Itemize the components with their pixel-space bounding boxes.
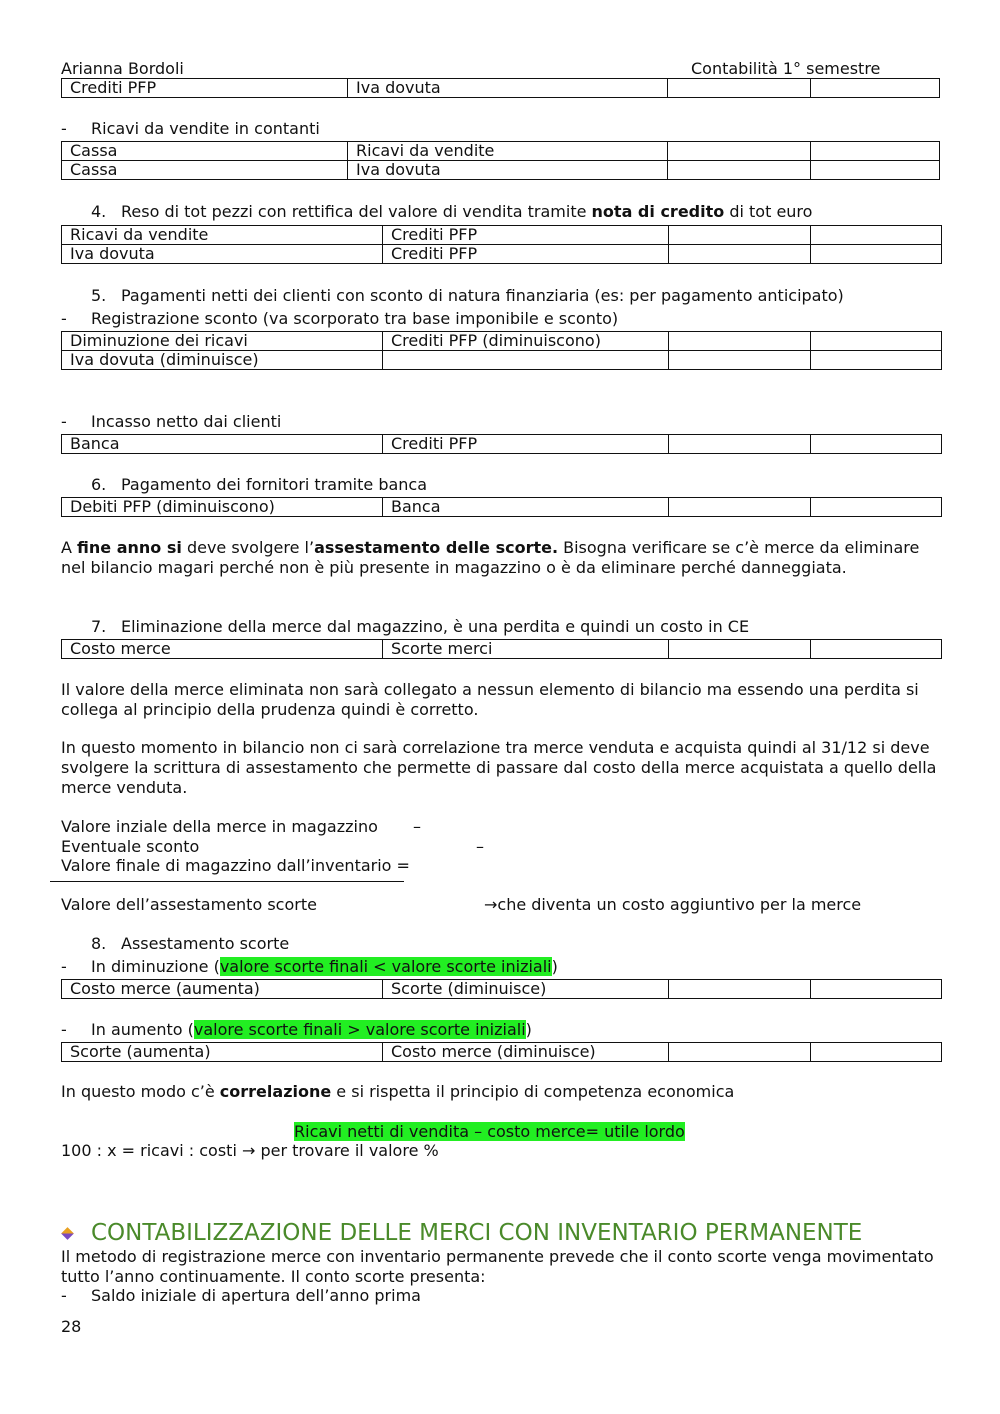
credit-cell: Banca [383,498,669,517]
list-item-text: Saldo iniziale di apertura dell’anno prima [91,1286,421,1305]
section-heading [61,1219,862,1247]
calc-note: →che diventa un costo aggiuntivo per la merce [484,895,862,914]
credit-cell: Scorte (diminuisce) [383,980,669,999]
item-number: 6. [91,475,107,494]
item-number: 4. [91,202,107,221]
debit-cell: Costo merce (aumenta) [62,980,383,999]
dash-marker: - [61,957,67,976]
credit-cell: Iva dovuta [348,161,668,180]
table-row [62,142,940,161]
journal-table [61,141,940,180]
journal-table [61,78,940,98]
debit-amount-cell [668,79,811,98]
paragraph [61,538,941,578]
credit-cell: Scorte merci [383,640,669,659]
list-item-text: Registrazione sconto (va scorporato tra base imponibile e sconto) [91,309,619,328]
paragraph-text-bold: fine anno si [77,538,182,557]
debit-amount-cell [669,435,811,454]
paragraph-text: In questo modo c’è [61,1082,220,1101]
bullet-icon [61,1227,75,1241]
credit-cell: Crediti PFP [383,435,669,454]
debit-amount-cell [669,1043,811,1062]
list-item-text: In aumento ( [91,1020,194,1039]
dash-marker: - [61,412,67,431]
highlighted-text: valore scorte finali > valore scorte iniziali [193,1020,526,1039]
credit-cell: Ricavi da vendite [348,142,668,161]
debit-cell: Cassa [62,161,348,180]
credit-amount-cell [811,142,940,161]
numbered-item [91,202,812,222]
calc-line-initial: Valore inziale della merce in magazzino [61,817,378,836]
paragraph-text: Bisogna verificare se c’è merce da eliminare nel bilancio magari perché non è più presente in magazzino o è da eliminare perché danneggiata. [61,538,920,577]
highlighted-text: Ricavi netti di vendita – costo merce= utile lordo [294,1122,685,1141]
calc-operator: – [413,817,421,836]
journal-table [61,225,942,264]
journal-table [61,434,942,454]
debit-cell: Banca [62,435,383,454]
item-text: Reso di tot pezzi con rettifica del valore di vendita tramite [121,202,592,221]
credit-cell: Crediti PFP [383,245,669,264]
list-item-text: ) [525,1020,532,1039]
list-item [61,1286,421,1306]
credit-amount-cell [811,498,942,517]
debit-cell: Diminuzione dei ricavi [62,332,383,351]
item-number: 8. [91,934,107,953]
item-text: Assestamento scorte [121,934,290,953]
paragraph: In questo momento in bilancio non ci sarà correlazione tra merce venduta e acquista quindi al 31/12 si deve svolgere la scrittura di assestamento che permette di passare dal costo della merce acquistata a quello della merce venduta. [61,738,937,797]
debit-amount-cell [668,161,811,180]
paragraph: Il metodo di registrazione merce con inventario permanente prevede che il conto scorte venga movimentato tutto l’anno continuamente. Il conto scorte presenta: [61,1247,934,1286]
table-row [62,351,942,370]
credit-amount-cell [811,161,940,180]
calc-line-discount: Eventuale sconto [61,837,200,856]
dash-marker: - [61,1286,67,1305]
paragraph-text-bold: correlazione [219,1082,332,1101]
debit-amount-cell [669,980,811,999]
header-course: Contabilità 1° semestre [691,59,881,78]
list-item-text: In diminuzione ( [91,957,220,976]
table-row [62,640,942,659]
debit-amount-cell [669,332,811,351]
journal-table [61,1042,942,1062]
credit-cell: Crediti PFP (diminuiscono) [383,332,669,351]
item-text: Eliminazione della merce dal magazzino, è una perdita e quindi un costo in CE [121,617,750,636]
item-text: di tot euro [724,202,813,221]
item-text: Pagamento dei fornitori tramite banca [121,475,428,494]
highlighted-text: valore scorte finali < valore scorte iniziali [219,957,552,976]
calc-line-final: Valore finale di magazzino dall’inventario = [61,856,410,875]
journal-table [61,331,942,370]
debit-amount-cell [669,245,811,264]
debit-amount-cell [669,351,811,370]
debit-cell: Costo merce [62,640,383,659]
list-item [61,1020,532,1040]
page-number: 28 [61,1317,82,1336]
proportion: 100 : x = ricavi : costi → per trovare il valore % [61,1141,439,1160]
credit-cell: Crediti PFP [383,226,669,245]
credit-amount-cell [811,980,942,999]
list-item [61,957,558,977]
item-number: 5. [91,286,107,305]
journal-table [61,497,942,517]
paragraph-text: deve svolgere l’ [181,538,315,557]
paragraph-text: e si rispetta il principio di competenza economica [331,1082,735,1101]
list-item [61,119,320,139]
debit-cell: Iva dovuta [62,245,383,264]
table-row [62,498,942,517]
list-item [61,309,618,329]
credit-amount-cell [811,226,942,245]
calc-line-result: Valore dell’assestamento scorte [61,895,317,914]
debit-amount-cell [669,498,811,517]
paragraph-text: A [61,538,78,557]
debit-amount-cell [668,142,811,161]
list-item-text: ) [551,957,558,976]
credit-cell: Iva dovuta [348,79,668,98]
dash-marker: - [61,1020,67,1039]
dash-marker: - [61,119,67,138]
table-row [62,226,942,245]
credit-amount-cell [811,351,942,370]
journal-table [61,979,942,999]
debit-cell: Crediti PFP [62,79,348,98]
dash-marker: - [61,309,67,328]
table-row [62,79,940,98]
credit-amount-cell [811,435,942,454]
credit-cell [383,351,669,370]
table-row [62,161,940,180]
numbered-item [91,286,844,306]
paragraph-text-bold: assestamento delle scorte. [314,538,559,557]
debit-cell: Iva dovuta (diminuisce) [62,351,383,370]
list-item [61,412,281,432]
item-text-bold: nota di credito [591,202,725,221]
credit-amount-cell [811,1043,942,1062]
numbered-item [91,934,289,954]
section-heading-text: CONTABILIZZAZIONE DELLE MERCI CON INVENTARIO PERMANENTE [91,1220,863,1246]
calc-divider [50,881,404,882]
formula [294,1122,685,1141]
table-row [62,245,942,264]
debit-cell: Ricavi da vendite [62,226,383,245]
debit-cell: Debiti PFP (diminuiscono) [62,498,383,517]
debit-cell: Cassa [62,142,348,161]
table-row [62,980,942,999]
paragraph [61,1082,941,1102]
credit-amount-cell [811,79,940,98]
paragraph: Il valore della merce eliminata non sarà collegato a nessun elemento di bilancio ma essendo una perdita si collega al principio della prudenza quindi è corretto. [61,680,919,719]
header-author: Arianna Bordoli [61,59,184,78]
list-item-text: Ricavi da vendite in contanti [91,119,320,138]
list-item-text: Incasso netto dai clienti [91,412,282,431]
numbered-item [91,617,749,637]
debit-amount-cell [669,640,811,659]
calc-operator: – [476,837,484,856]
debit-amount-cell [669,226,811,245]
debit-cell: Scorte (aumenta) [62,1043,383,1062]
table-row [62,435,942,454]
table-row [62,1043,942,1062]
credit-amount-cell [811,332,942,351]
journal-table [61,639,942,659]
credit-cell: Costo merce (diminuisce) [383,1043,669,1062]
credit-amount-cell [811,245,942,264]
table-row [62,332,942,351]
credit-amount-cell [811,640,942,659]
numbered-item [91,475,427,495]
item-number: 7. [91,617,107,636]
item-text: Pagamenti netti dei clienti con sconto di natura finanziaria (es: per pagamento anticipato) [121,286,844,305]
